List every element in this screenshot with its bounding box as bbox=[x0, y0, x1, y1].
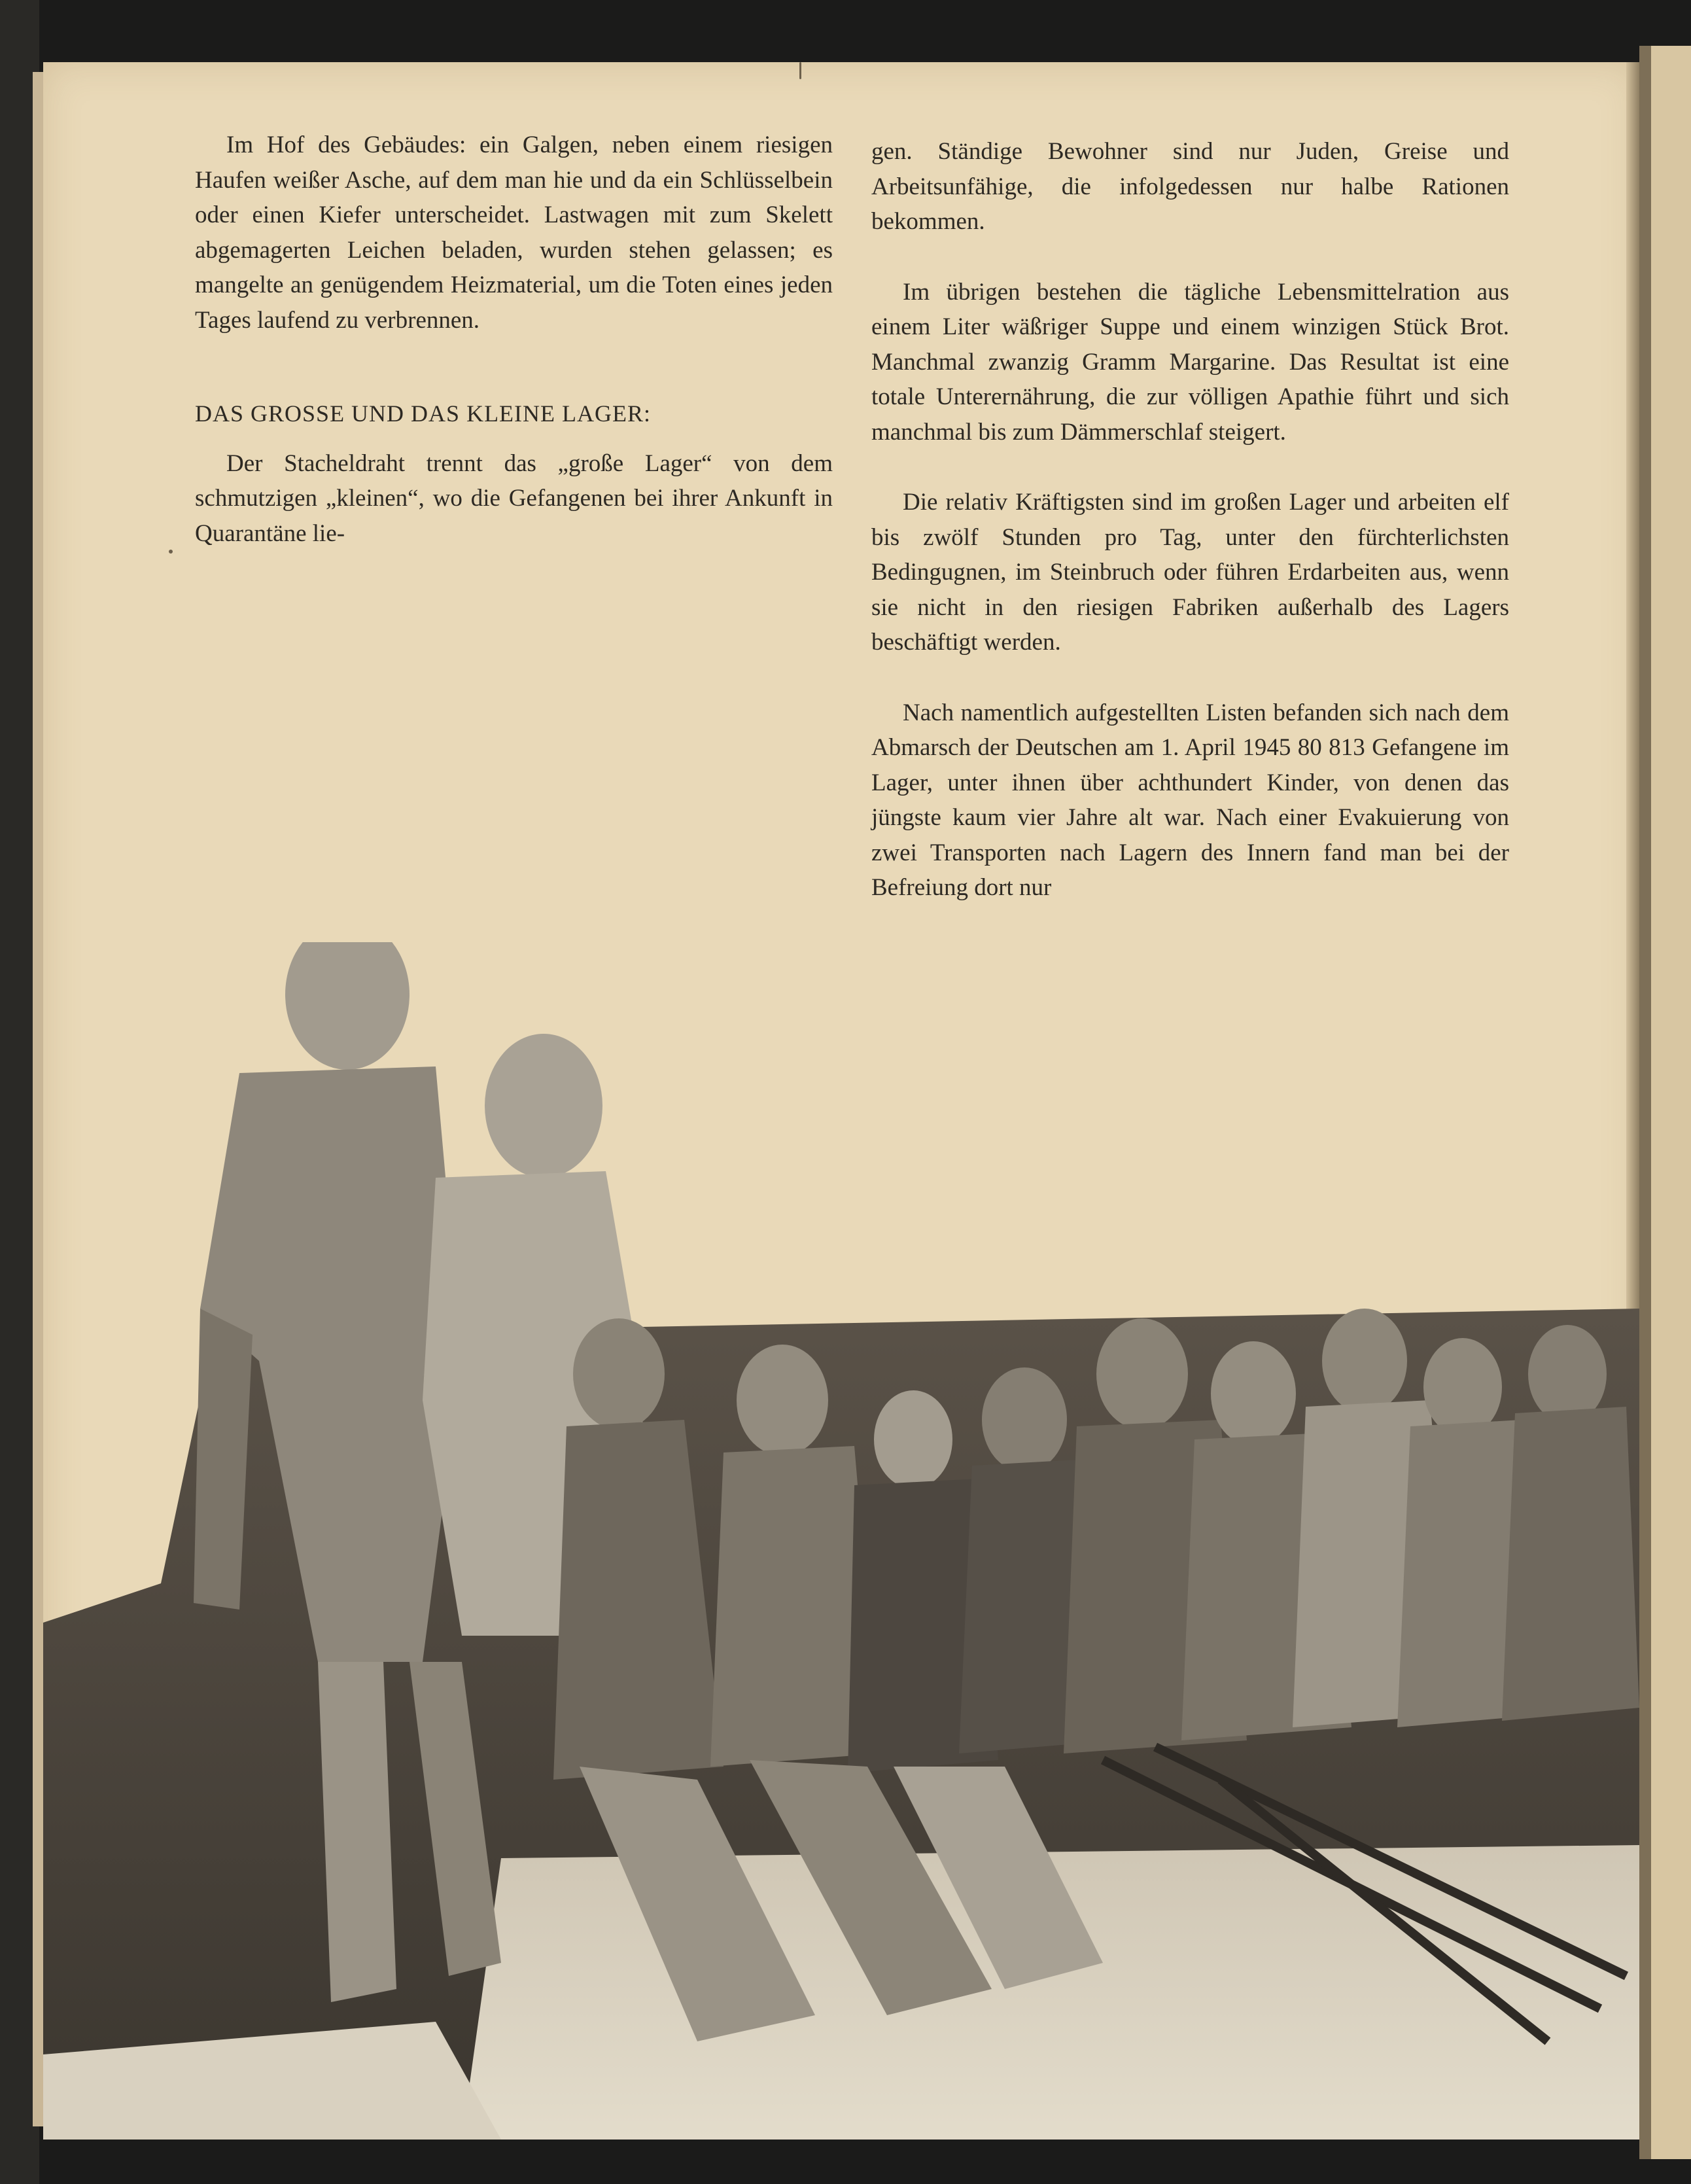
right-paragraph-3: Die relativ Kräftigsten sind im großen Lager und arbeiten elf bis zwölf Stunden pro Tag, unter den fürchterlichsten Bedingugnen, im Steinbruch oder führen Erdarbeiten aus, wenn sie nicht in den riesigen Fabriken außerhalb des Lagers beschäftigt werden. bbox=[871, 489, 1509, 656]
photo-illustration bbox=[43, 942, 1639, 2140]
paper-speck bbox=[799, 62, 801, 79]
photo-children-sitting bbox=[43, 942, 1639, 2140]
section-heading: DAS GROSSE UND DAS KLEINE LAGER: bbox=[195, 400, 652, 427]
left-paragraph-1: Im Hof des Gebäudes: ein Galgen, neben einem riesigen Haufen weißer Asche, auf dem man hie und da ein Schlüsselbein oder einen Kiefer unterscheidet. Lastwagen mit zum Skelett abgemagerten Leichen beladen, wurden stehen gelassen; es mangelte an genügendem Heizmaterial, um die Toten eines jeden Tages laufend zu verbrennen. bbox=[195, 132, 833, 334]
right-paragraph-2: Im übrigen bestehen die tägliche Lebensmittelration aus einem Liter wäßriger Suppe und einem winzigen Stück Brot. Manchmal zwanzig Gramm Margarine. Das Resultat ist eine totale Unterernährung, die zur völligen Apathie führt und sich manchmal bis zum Dämmerschlaf steigert. bbox=[871, 278, 1509, 446]
right-text-column bbox=[871, 134, 1509, 906]
binding-left bbox=[0, 0, 39, 2184]
right-paragraph-1: gen. Ständige Bewohner sind nur Juden, Greise und Arbeitsunfähige, die infolgedessen nur halbe Rationen bekommen. bbox=[871, 138, 1509, 235]
left-paragraph-2: Der Stacheldraht trennt das „große Lager“ von dem schmutzigen „kleinen“, wo die Gefangenen bei ihrer Ankunft in Quarantäne lie- bbox=[195, 449, 833, 547]
right-paragraph-4: Nach namentlich aufgestellten Listen befanden sich nach dem Abmarsch der Deutschen am 1. April 1945 80 813 Gefangene im Lager, unter ihnen über achthundert Kinder, von denen das jüngste kaum vier Jahre alt war. Nach einer Evakuierung von zwei Transporten nach Lagern des Innern fand man bei der Befreiung dort nur bbox=[871, 699, 1509, 901]
paper-speck bbox=[169, 550, 173, 554]
page-edge bbox=[33, 72, 43, 2126]
adjacent-page bbox=[1639, 46, 1691, 2159]
left-text-column bbox=[195, 128, 833, 551]
adjacent-page-shade bbox=[1639, 46, 1651, 2159]
